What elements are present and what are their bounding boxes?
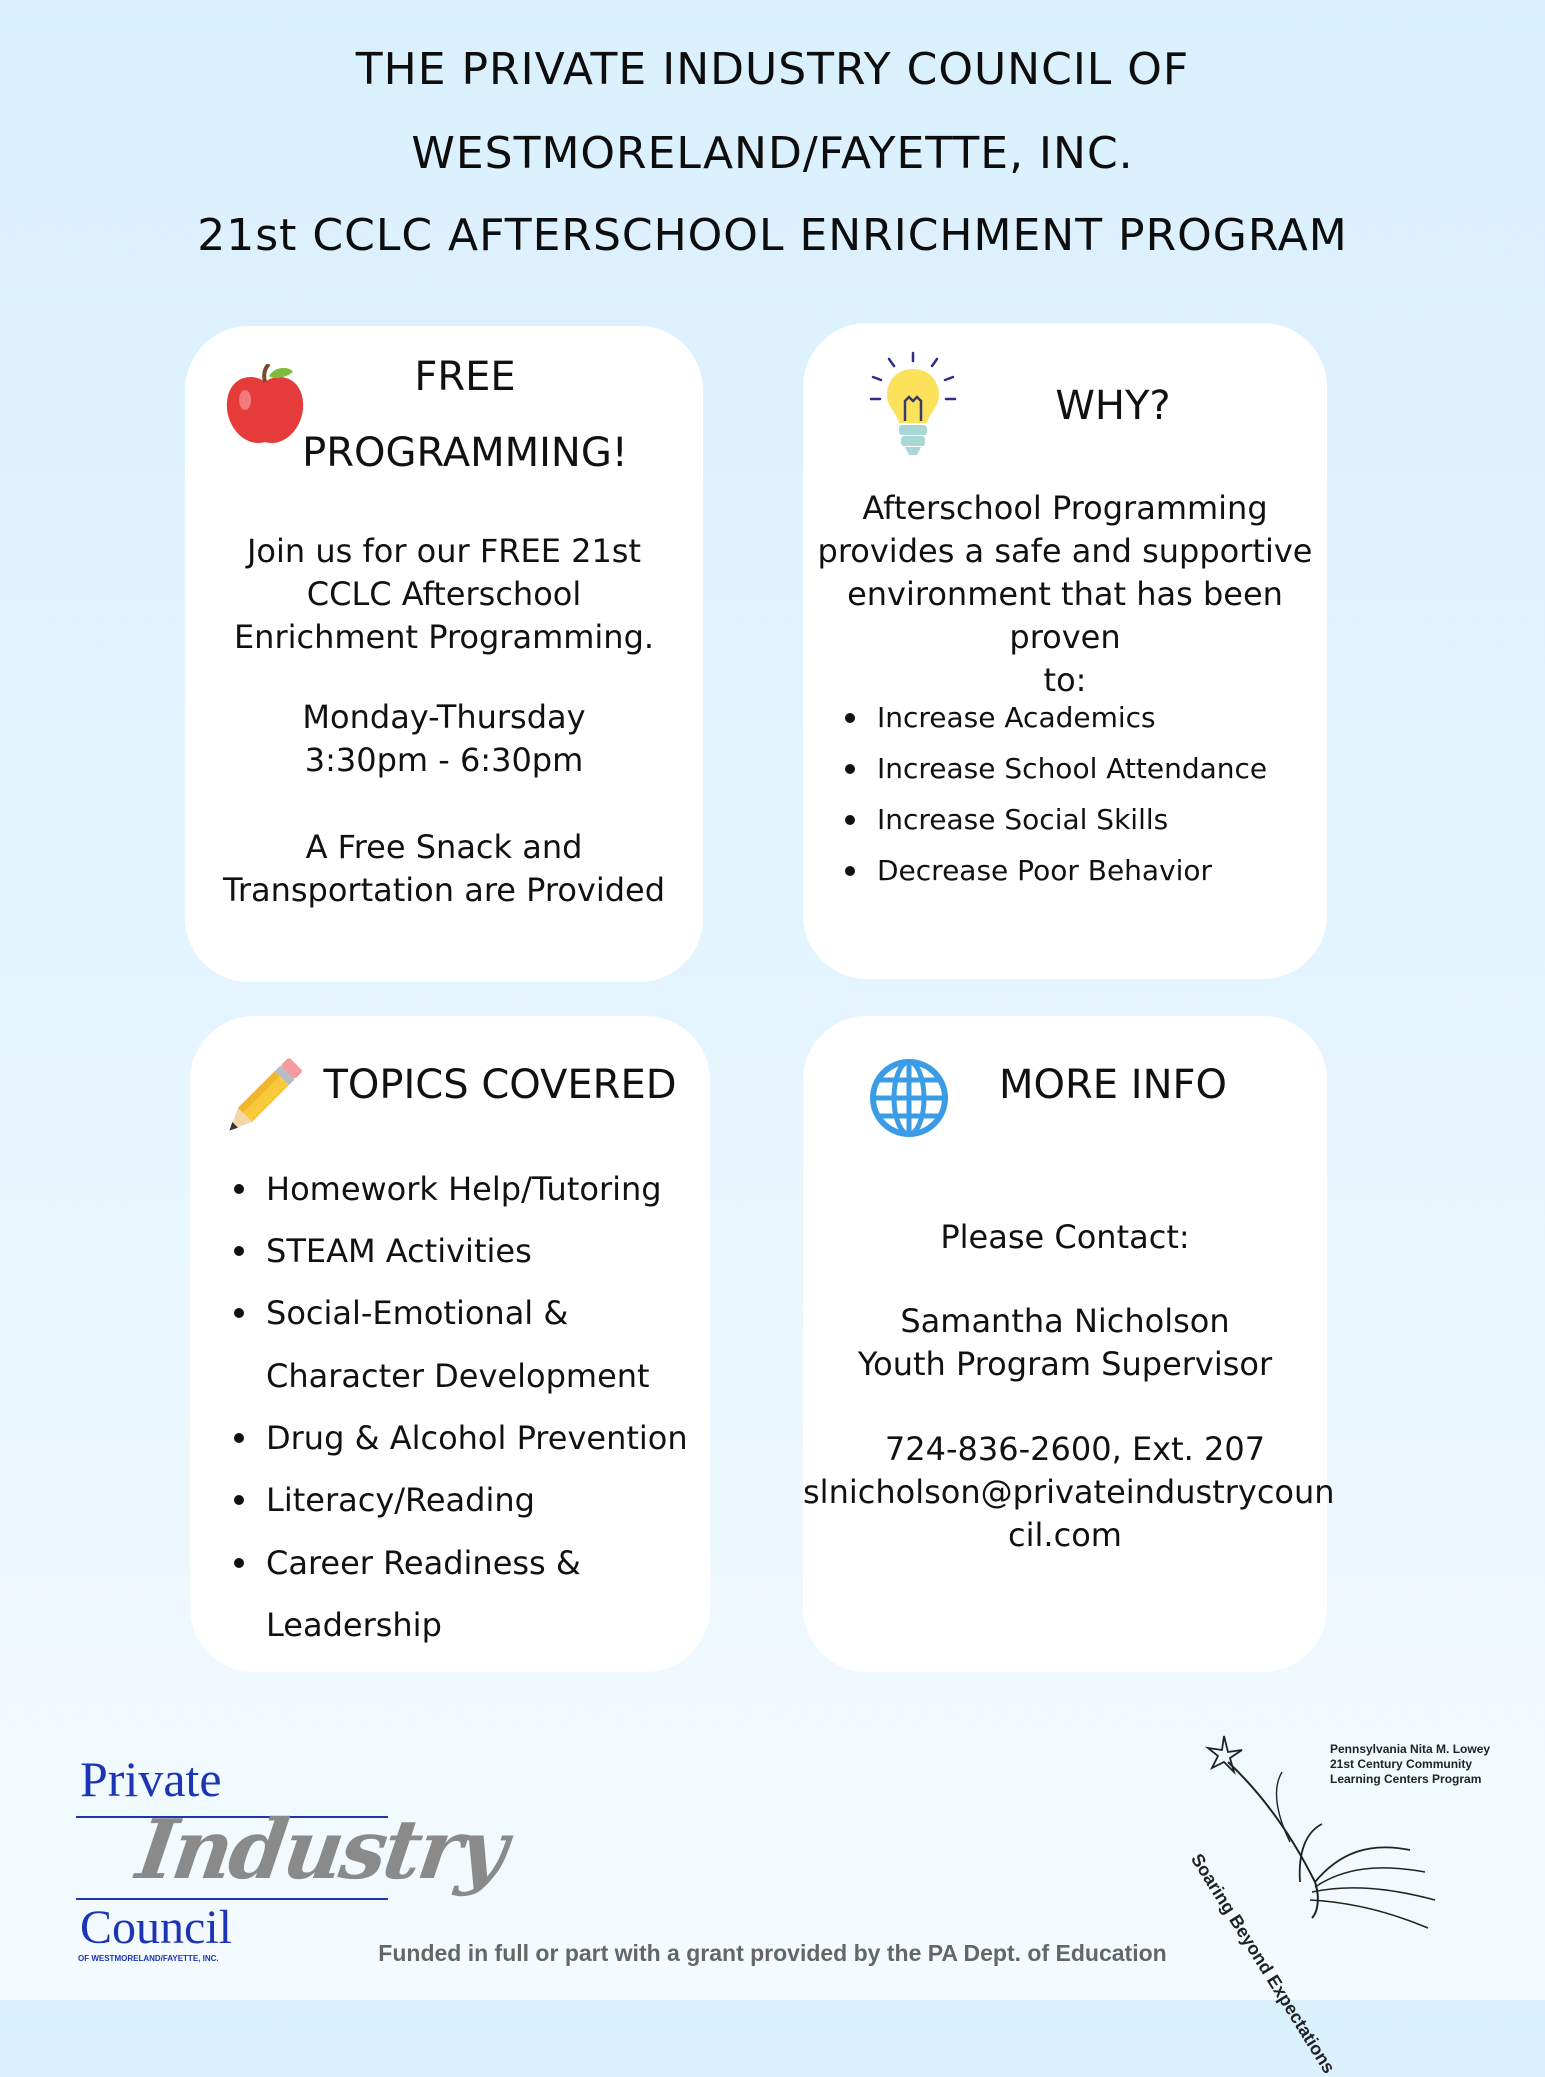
contact-name: Samantha Nicholson (900, 1302, 1230, 1340)
topic-bullet: STEAM Activities (234, 1232, 532, 1270)
contact-email[interactable]: slnicholson@privateindustrycoun cil.com (803, 1473, 1335, 1554)
free-card-snack: A Free Snack and Transportation are Provided (222, 828, 666, 909)
pic-logo (76, 1750, 511, 1963)
header-line-1: THE PRIVATE INDUSTRY COUNCIL OF (355, 44, 1190, 95)
pic-logo-private: Private (80, 1751, 222, 1807)
globe-icon (869, 1058, 949, 1138)
bullet-dot-icon (845, 815, 855, 825)
bullet-dot-icon (234, 1558, 244, 1568)
bullet-dot-icon (845, 866, 855, 876)
more-info-card (803, 1016, 1335, 1672)
why-bullet: Increase Social Skills (845, 803, 1168, 836)
free-card-title-1: FREE (414, 354, 516, 400)
bullet-dot-icon (234, 1184, 244, 1194)
bullet-dot-icon (845, 713, 855, 723)
pencil-icon (220, 1056, 304, 1140)
more-info-title: MORE INFO (999, 1062, 1227, 1108)
free-card-title-2: PROGRAMMING! (302, 430, 628, 476)
bullet-dot-icon (234, 1246, 244, 1256)
pa-cclc-logo (1187, 1732, 1500, 2077)
pic-logo-industry: Industry (131, 1802, 511, 1898)
pa-cclc-slogan: Soaring Beyond Expectations (1187, 1850, 1340, 2077)
why-card-title: WHY? (1055, 383, 1171, 429)
topics-card-title: TOPICS COVERED (323, 1062, 677, 1108)
contact-role: Youth Program Supervisor (857, 1345, 1273, 1383)
lightbulb-icon (867, 351, 959, 461)
bullet-dot-icon (845, 764, 855, 774)
topic-bullet: Homework Help/Tutoring (234, 1170, 662, 1208)
why-bullet: Decrease Poor Behavior (845, 854, 1212, 887)
topic-bullet: Social-Emotional & (234, 1294, 568, 1332)
why-card-intro: Afterschool Programming provides a safe and supportive environment that has been proven to: (817, 489, 1313, 699)
topic-bullet: Career Readiness & (234, 1544, 581, 1582)
funding-footer: Funded in full or part with a grant provided by the PA Dept. of Education (378, 1940, 1167, 1966)
why-card (803, 323, 1327, 979)
contact-label: Please Contact: (940, 1218, 1190, 1256)
pic-logo-sub: OF WESTMORELAND/FAYETTE, INC. (78, 1954, 219, 1963)
contact-phone: 724-836-2600, Ext. 207 (884, 1430, 1266, 1468)
pa-cclc-caption: Pennsylvania Nita M. Lowey 21st Century Community Learning Centers Program (1330, 1742, 1491, 1786)
free-programming-card (185, 326, 703, 982)
topic-bullet: Literacy/Reading (234, 1481, 535, 1519)
header-line-2: WESTMORELAND/FAYETTE, INC. (411, 128, 1134, 179)
bullet-dot-icon (234, 1495, 244, 1505)
free-card-schedule: Monday-Thursday 3:30pm - 6:30pm (302, 698, 586, 779)
topic-bullet: Drug & Alcohol Prevention (234, 1419, 688, 1457)
why-bullet: Increase Academics (845, 701, 1156, 734)
bullet-dot-icon (234, 1433, 244, 1443)
topic-bullet-continuation: Leadership (266, 1606, 442, 1644)
free-card-intro: Join us for our FREE 21st CCLC Afterschool Enrichment Programming. (233, 532, 655, 656)
why-bullet: Increase School Attendance (845, 752, 1267, 785)
bullet-dot-icon (234, 1308, 244, 1318)
pic-logo-council: Council (80, 1901, 232, 1954)
header-line-3: 21st CCLC AFTERSCHOOL ENRICHMENT PROGRAM (197, 210, 1348, 261)
topic-bullet-continuation: Character Development (266, 1357, 650, 1395)
topics-card (190, 1016, 710, 1672)
